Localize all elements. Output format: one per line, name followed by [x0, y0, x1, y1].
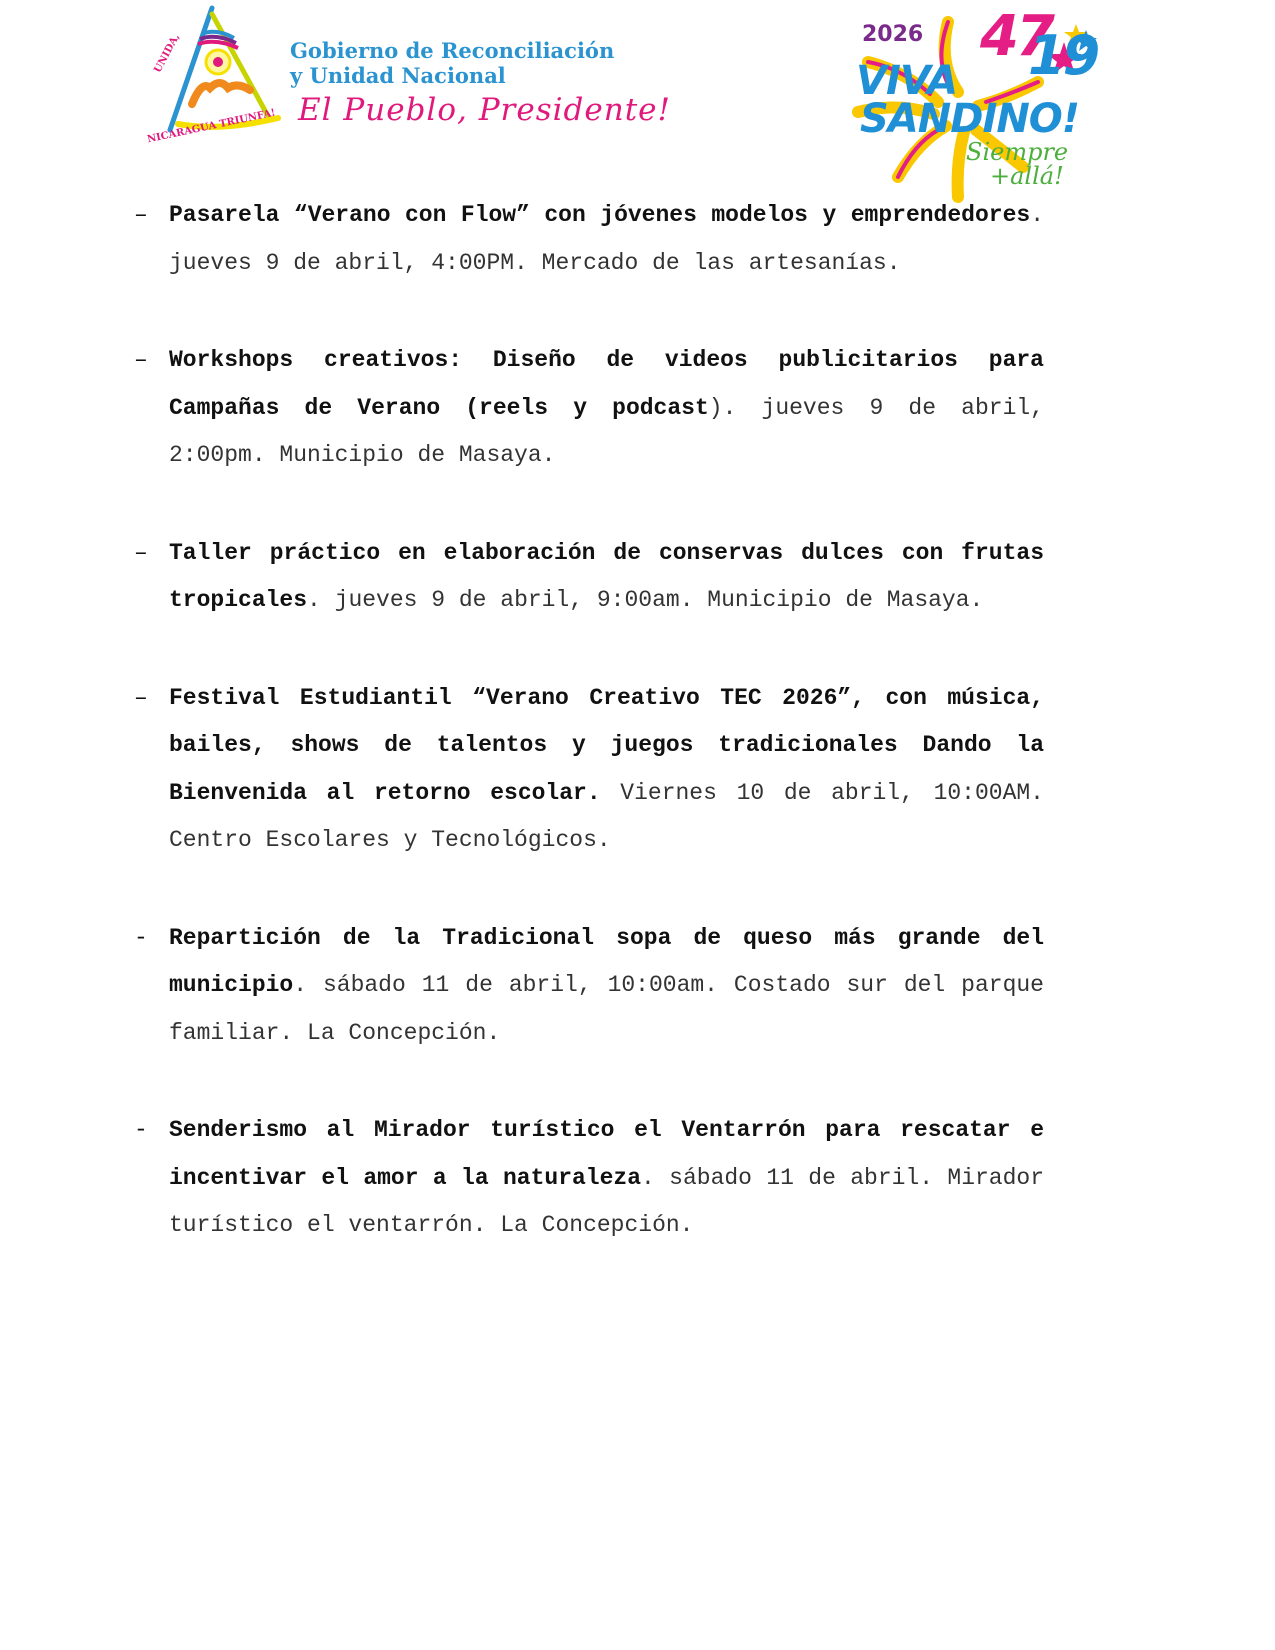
event-details: . jueves 9 de abril, 4:00PM. Mercado de las artesanías. — [169, 202, 1044, 276]
event-details: . sábado 11 de abril, 10:00am. Costado sur del parque familiar. La Concepción. — [169, 972, 1044, 1046]
dash-bullet: – — [134, 684, 148, 711]
event-title: Taller práctico en elaboración de conservas dulces con frutas tropicales — [169, 539, 1044, 613]
dash-bullet: – — [134, 347, 148, 373]
event-item — [134, 915, 1044, 1058]
logo-year: 2026 — [862, 22, 924, 47]
hyphen-bullet: - — [134, 924, 148, 951]
emblem-text-unida: UNIDA, — [152, 32, 183, 75]
event-details: Viernes 10 de abril, 10:00AM. Centro Escolares y Tecnológicos. — [169, 779, 1044, 853]
dash-bullet: – — [134, 202, 148, 228]
emblem-text-nicaragua-triunfa: NICARAGUA TRIUNFA! — [146, 107, 277, 146]
event-item — [134, 530, 1044, 625]
logo-viva: VIVA — [856, 58, 958, 104]
event-item — [134, 675, 1044, 865]
event-title: Workshops creativos: Diseño de videos publicitarios para Campañas de Verano (reels y podcast — [169, 347, 1044, 421]
event-title: Senderismo al Mirador turístico el Ventarrón para rescatar e incentivar el amor a la naturaleza — [169, 1117, 1044, 1191]
government-slogan: El Pueblo, Presidente! — [298, 92, 671, 128]
hyphen-bullet: - — [134, 1117, 148, 1143]
logo-tagline-siempre: Siempre — [966, 138, 1069, 166]
event-details: . jueves 9 de abril, 9:00am. Municipio de Masaya. — [307, 587, 984, 613]
event-details: ). jueves 9 de abril, 2:00pm. Municipio de Masaya. — [169, 394, 1044, 468]
event-title: Repartición de la Tradicional sopa de queso más grande del municipio — [169, 924, 1044, 998]
event-details: . sábado 11 de abril. Mirador turístico el ventarrón. La Concepción. — [169, 1164, 1045, 1238]
event-item — [134, 192, 1044, 287]
event-title: Pasarela “Verano con Flow” con jóvenes modelos y emprendedores — [169, 202, 1031, 228]
government-name-line2: y Unidad Nacional — [290, 63, 506, 88]
event-title: Festival Estudiantil “Verano Creativo TEC 2026”, con música, bailes, shows de talentos y juegos tradicionales Dando la Bienvenida al retorno escolar. — [169, 684, 1044, 806]
government-name-line1: Gobierno de Reconciliación — [290, 38, 615, 63]
logo-sandino: SANDINO! — [860, 96, 1080, 142]
event-item — [134, 1107, 1044, 1250]
government-logo — [146, 4, 671, 146]
logo-number-19: 19 — [1028, 24, 1098, 87]
page-header — [0, 0, 1275, 200]
viva-sandino-logo — [838, 2, 1138, 207]
logo-tagline-alla: +allá! — [990, 162, 1064, 190]
event-list — [134, 192, 1044, 1300]
event-item — [134, 337, 1044, 480]
dash-bullet: – — [134, 539, 148, 566]
logo-number-47: 47 — [980, 4, 1052, 69]
